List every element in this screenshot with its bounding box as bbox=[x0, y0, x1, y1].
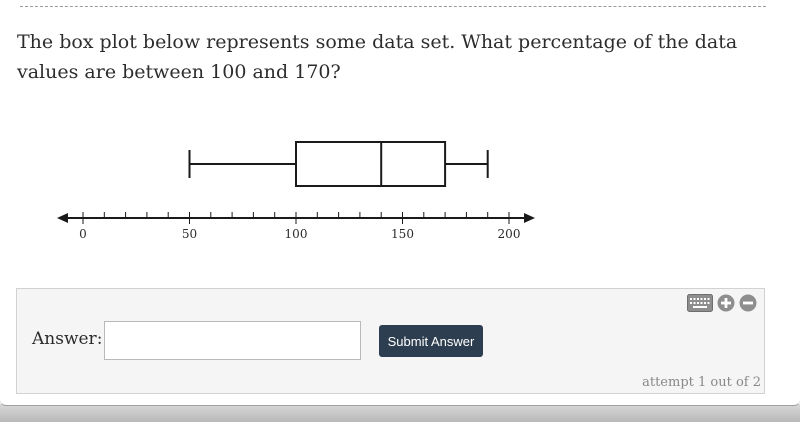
answer-panel bbox=[16, 288, 765, 394]
tick-label: 50 bbox=[181, 227, 198, 241]
box-plot bbox=[40, 120, 560, 245]
box-and-whiskers bbox=[190, 142, 488, 186]
question-text: The box plot below represents some data set. What percentage of the data values are between 100 and 170? bbox=[17, 31, 738, 83]
number-line bbox=[57, 212, 535, 241]
tick-label: 0 bbox=[79, 227, 87, 241]
tick-label: 100 bbox=[284, 227, 308, 241]
keyboard-icon[interactable] bbox=[687, 294, 713, 312]
attempt-counter: attempt 1 out of 2 bbox=[642, 375, 761, 390]
tick-label: 200 bbox=[497, 227, 521, 241]
minus-circle-icon[interactable] bbox=[739, 294, 757, 312]
axis-right-arrow bbox=[524, 213, 535, 223]
submit-answer-button[interactable]: Submit Answer bbox=[379, 325, 483, 357]
top-divider bbox=[20, 6, 766, 7]
plus-circle-icon[interactable] bbox=[717, 294, 735, 312]
answer-input[interactable] bbox=[104, 321, 361, 360]
answer-toolbar bbox=[687, 294, 757, 312]
iqr-box bbox=[296, 142, 445, 186]
page-bottom-edge bbox=[0, 396, 800, 406]
page-bottom-shadow bbox=[0, 404, 800, 422]
axis-left-arrow bbox=[57, 213, 68, 223]
tick-label: 150 bbox=[391, 227, 414, 241]
answer-label: Answer: bbox=[32, 329, 103, 349]
